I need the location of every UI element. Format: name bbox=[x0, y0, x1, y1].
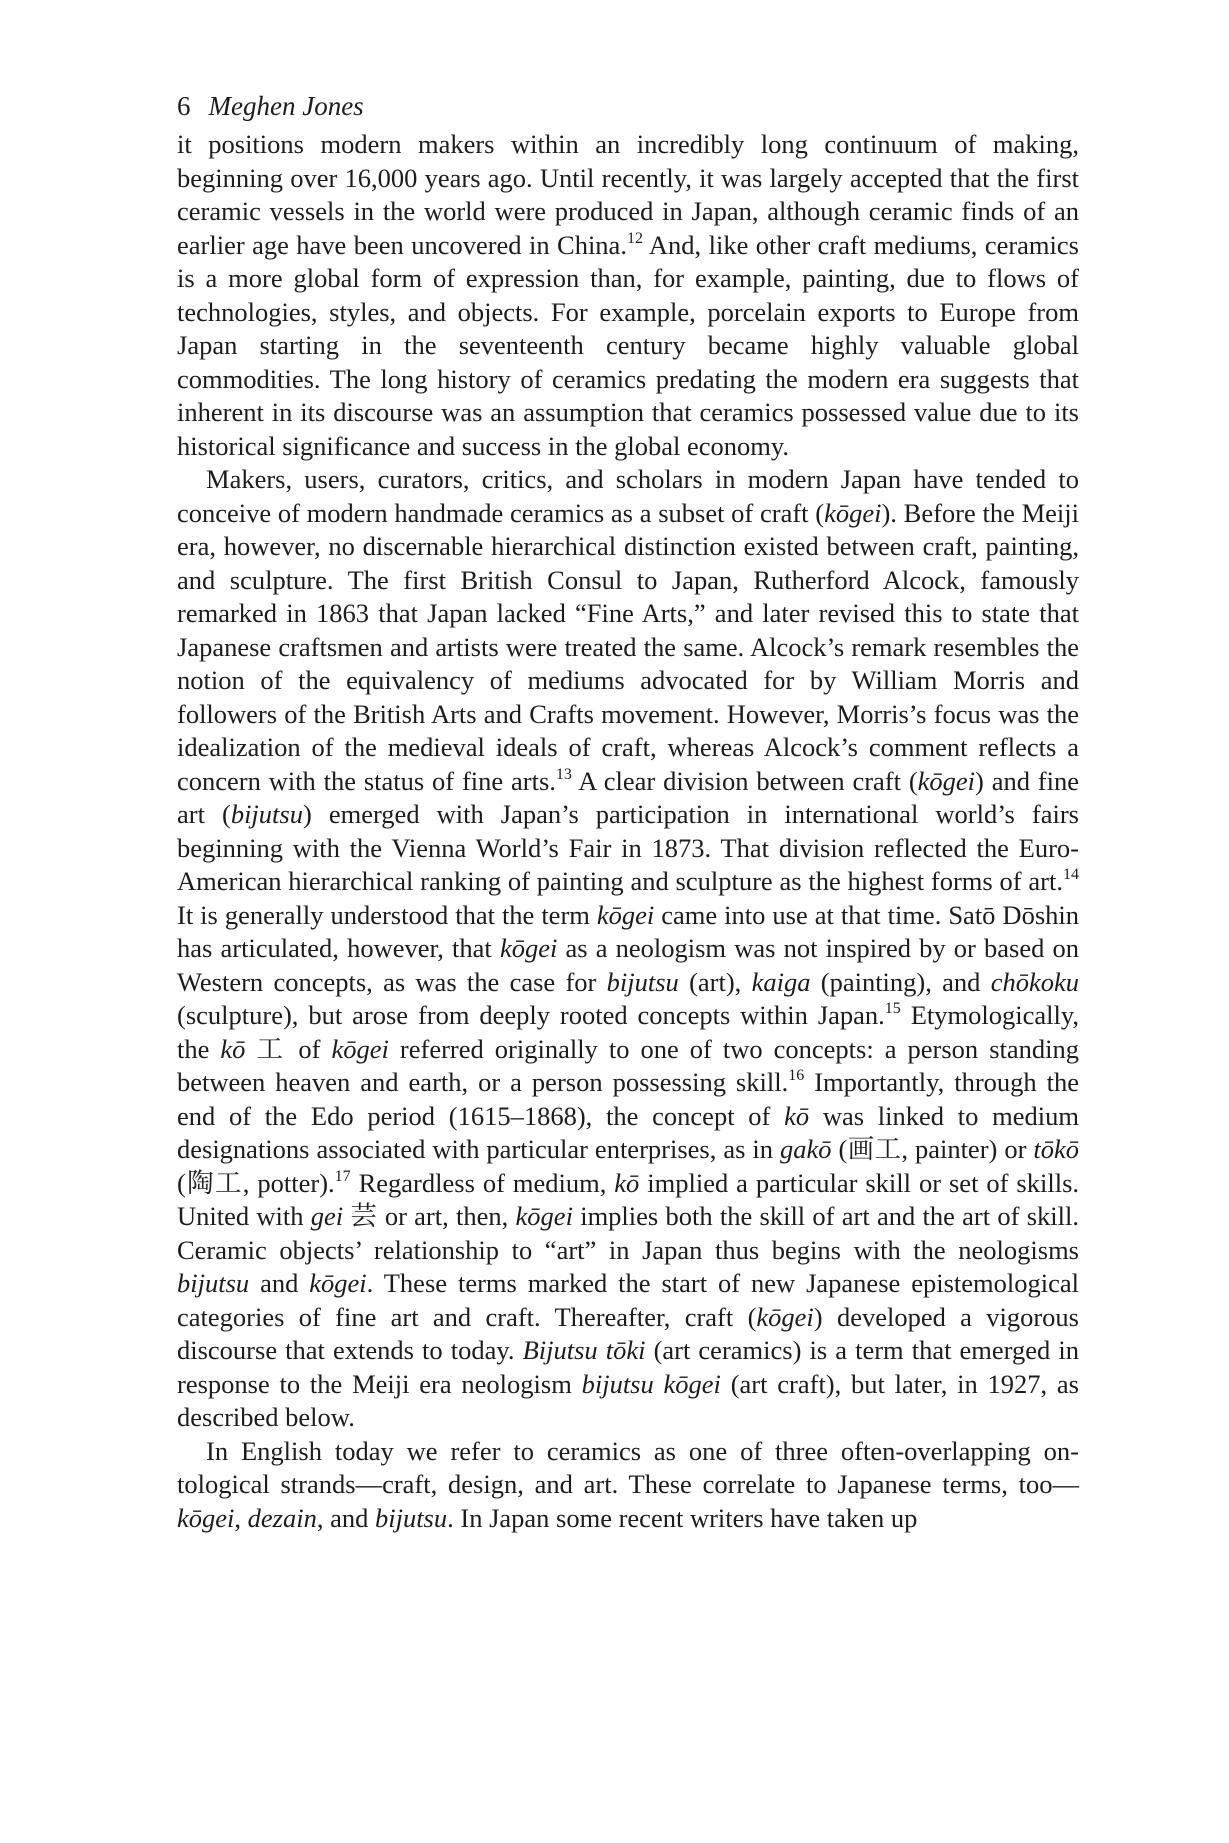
italic-term: kōgei bbox=[824, 497, 882, 528]
footnote-ref: 13 bbox=[555, 765, 572, 783]
italic-term: gakō bbox=[779, 1134, 832, 1164]
text-run: ). Before the Meiji era, however, no discernable hierarchical distinction existed between craft, painting, and sculpture. The first British Consul to Japan, Rutherford Alcock, famously remarked in 1863 that Japan lacked “Fine Arts,” and later revised this to state that Japanese craftsmen and artists were treated the same. Alcock’s remark resembles the notion of the equivalency of mediums advocated for by William Morris and followers of the British Arts and Crafts movement. However, Morris’s focus was the idealization of the medieval ideals of craft, whereas Alcock’s comment reflects a concern with the status of fine arts. bbox=[177, 497, 1079, 796]
text-run: implies both the skill of art and the art of skill. Ceramic objects’ relationship to “art” in Japan thus begins with the neologisms bbox=[177, 1201, 1079, 1265]
italic-term: kōgei bbox=[917, 765, 976, 796]
text-run: . These terms marked the start of new Japanese epistemological categories of fine art and craft. Thereafter, craft ( bbox=[177, 1268, 1079, 1332]
italic-term: kaiga bbox=[751, 966, 811, 997]
footnote-ref: 16 bbox=[788, 1067, 805, 1084]
text-run: , bbox=[234, 1502, 248, 1533]
italic-term: Bijutsu tōki bbox=[522, 1335, 646, 1365]
text-run: (painting), and bbox=[810, 966, 991, 997]
text-run: . In Japan some recent writers have taken up bbox=[447, 1502, 918, 1533]
italic-term: bijutsu bbox=[606, 966, 679, 997]
running-head-author: Meghen Jones bbox=[208, 91, 364, 121]
text-run: 工 of bbox=[245, 1033, 332, 1064]
italic-term: gei bbox=[310, 1201, 344, 1231]
text-run: (art), bbox=[678, 966, 752, 997]
text-run: ) emerged with Japan’s participation in international world’s fairs beginning with the Vienna World’s Fair in 1873. That division reflected the Euro-American hierarchical ranking of painting and sculpture as the highest forms of art. bbox=[177, 799, 1079, 896]
text-run: Importantly, through the end of the Edo period (1615–1868), the concept of bbox=[177, 1067, 1080, 1131]
footnote-ref: 14 bbox=[1063, 866, 1079, 883]
text-run: (art ceramics) is a term that emerged in response to the Meiji era neologism bbox=[177, 1335, 1079, 1399]
footnote-ref: 12 bbox=[626, 229, 643, 247]
text-run: implied a particular skill or set of skills. United with bbox=[177, 1167, 1080, 1231]
italic-term: kōgei bbox=[515, 1201, 573, 1231]
paragraph-1 bbox=[177, 128, 1079, 463]
page-number: 6 bbox=[177, 91, 191, 121]
text-run: (画工, painter) or bbox=[831, 1134, 1034, 1164]
italic-term: bijutsu bbox=[177, 1268, 250, 1298]
paragraph-2 bbox=[177, 463, 1079, 1435]
text-run: came into use at that time. Satō Dōshin has articulated, however, that bbox=[177, 899, 1079, 963]
page bbox=[177, 88, 1079, 1535]
italic-term: kō bbox=[220, 1033, 246, 1064]
footnote-ref: 17 bbox=[334, 1167, 351, 1185]
text-run: In English today we refer to ceramics as one of three often-overlapping ontological strands—craft, design, and art. These correlate to Japanese terms, too— bbox=[177, 1435, 1079, 1499]
text-run: referred originally to one of two concepts: a person standing between heaven and earth, or a person possessing skill. bbox=[177, 1033, 1080, 1097]
text-run: Regardless of medium, bbox=[350, 1167, 615, 1198]
text-run: ) developed a vigorous discourse that extends to today. bbox=[177, 1301, 1079, 1365]
text-run: It is generally understood that the term bbox=[177, 899, 597, 930]
text-run: as a neologism was not inspired by or based on Western concepts, as was the case for bbox=[177, 933, 1079, 997]
italic-term: kō bbox=[784, 1100, 810, 1131]
text-run: it positions modern makers within an incredibly long continuum of making, beginning over 16,000 years ago. Until recently, it was largely accepted that the first ceramic vessels in the world were produced in Japan, although ceramic finds of an earlier age have been uncovered in China. bbox=[177, 129, 1079, 260]
paragraph-3 bbox=[177, 1435, 1079, 1536]
footnote-ref: 15 bbox=[884, 1000, 901, 1017]
text-run: ) and fine art ( bbox=[177, 765, 1079, 829]
italic-term: kōgei bbox=[596, 899, 655, 930]
italic-term: kōgei bbox=[331, 1033, 389, 1064]
text-run: A clear division between craft ( bbox=[571, 765, 918, 796]
italic-term: bijutsu bbox=[230, 799, 303, 829]
running-head bbox=[177, 88, 1079, 124]
italic-term: kōgei bbox=[499, 933, 558, 963]
italic-term: chōkoku bbox=[990, 966, 1079, 997]
text-run: Makers, users, curators, critics, and scholars in modern Japan have tended to conceive of modern handmade ceramics as a subset of craft ( bbox=[177, 464, 1079, 528]
body-text bbox=[177, 128, 1079, 1535]
italic-term: dezain bbox=[247, 1502, 317, 1533]
italic-term: tōkō bbox=[1033, 1134, 1079, 1164]
text-run: was linked to medium designations associated with particular enterprises, as in bbox=[177, 1100, 1079, 1164]
text-run: (陶工, potter). bbox=[177, 1167, 335, 1198]
text-run: (art craft), but later, in 1927, as described below. bbox=[177, 1368, 1079, 1432]
text-run: , and bbox=[316, 1502, 375, 1533]
italic-term: bijutsu kōgei bbox=[581, 1368, 721, 1399]
text-run: 芸 or art, then, bbox=[343, 1201, 516, 1231]
text-run: Etymologically, the bbox=[177, 1000, 1079, 1064]
italic-term: kō bbox=[614, 1167, 640, 1198]
italic-term: kōgei bbox=[756, 1301, 814, 1332]
italic-term: bijutsu bbox=[374, 1502, 448, 1533]
italic-term: kōgei bbox=[177, 1502, 235, 1533]
text-run: and bbox=[249, 1268, 310, 1298]
italic-term: kōgei bbox=[309, 1268, 367, 1298]
text-run: (sculpture), but arose from deeply rooted concepts within Japan. bbox=[177, 1000, 885, 1030]
text-run: And, like other craft mediums, ceramics is a more global form of expression than, for example, painting, due to flows of technologies, styles, and objects. For example, porcelain exports to Europe from Japan starting in the seventeenth century became highly valuable global commodities. The long history of ceramics predating the modern era suggests that inherent in its discourse was an assumption that ceramics possessed value due to its historical significance and success in the global economy. bbox=[177, 229, 1079, 461]
